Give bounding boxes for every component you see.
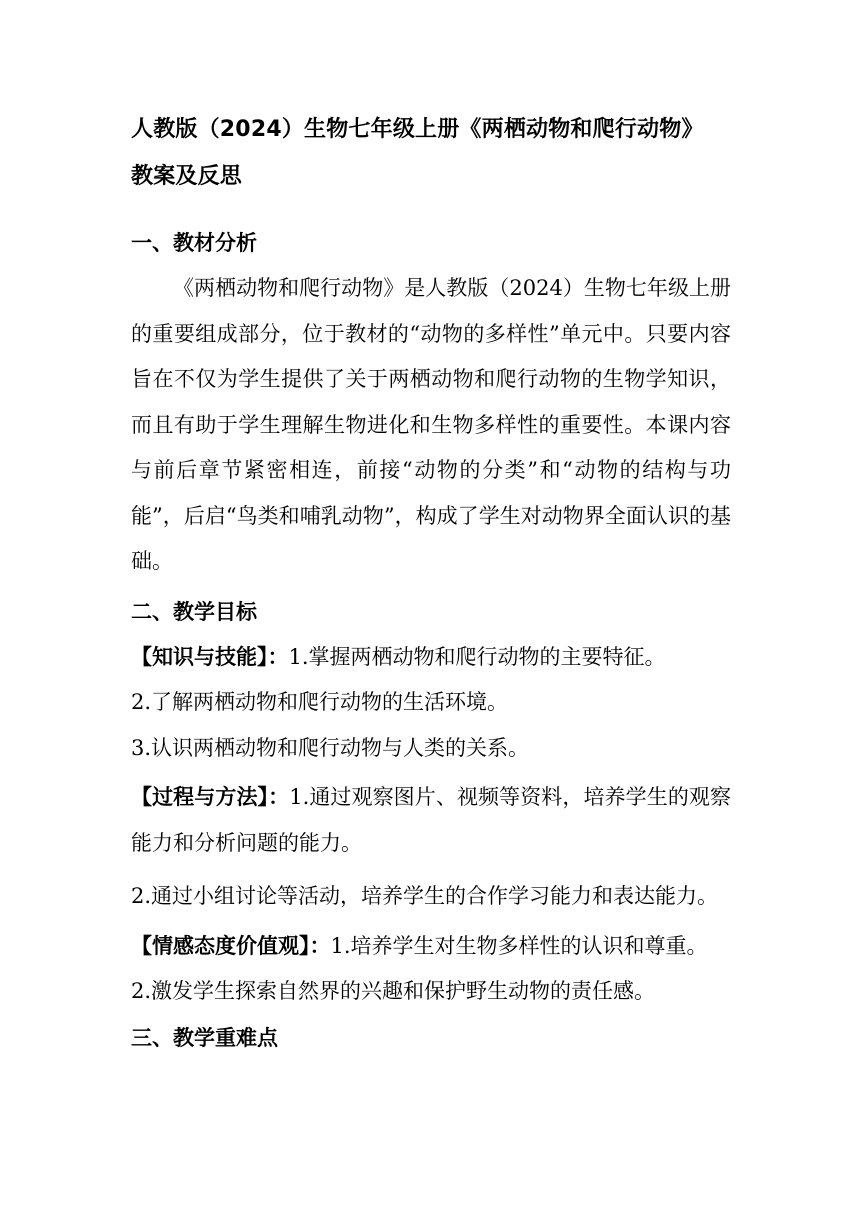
teaching-material-analysis-paragraph: 《两栖动物和爬行动物》是人教版（2024）生物七年级上册的重要组成部分，位于教材的“动物的多样性”单元中。只要内容旨在不仅为学生提供了关于两栖动物和爬行动物的生物学知识，而且有助于学生理解生物进化和生物多样性的重要性。本课内容与前后章节紧密相连，前接“动物的分类”和“动物的结构与功能”，后启“鸟类和哺乳动物”，构成了学生对动物界全面认识的基础。 [131, 276, 731, 573]
emotion-attitude-goal-1 [131, 924, 731, 970]
section-heading-teaching-key-difficulties: 三、教学重难点 [131, 1025, 278, 1050]
emotion-attitude-item-2: 2.激发学生探索自然界的兴趣和保护野生动物的责任感。 [131, 979, 656, 1003]
process-method-label: 【过程与方法】： [131, 785, 290, 809]
process-method-item-2: 2.通过小组讨论等活动，培养学生的合作学习能力和表达能力。 [131, 884, 719, 908]
document-title-line-1: 人教版（2024）生物七年级上册《两栖动物和爬行动物》 [131, 117, 704, 142]
document-content [131, 106, 731, 1061]
knowledge-skill-item-3: 3.认识两栖动物和爬行动物与人类的关系。 [131, 735, 530, 760]
document-title-line-2: 教案及反思 [131, 164, 243, 189]
section-heading-teaching-goals: 二、教学目标 [131, 599, 257, 624]
knowledge-skill-item-2: 2.了解两栖动物和爬行动物的生活环境。 [131, 690, 509, 714]
knowledge-skill-label: 【知识与技能】： [131, 644, 289, 669]
process-method-item-1: 1.通过观察图片、视频等资料，培养学生的观察能力和分析问题的能力。 [131, 785, 731, 855]
emotion-attitude-item-1: 1.培养学生对生物多样性的认识和尊重。 [330, 933, 708, 958]
knowledge-skill-item-1: 1.掌握两栖动物和爬行动物的主要特征。 [288, 644, 666, 669]
process-method-goal-1 [131, 775, 731, 866]
knowledge-skill-goal-1 [131, 635, 731, 681]
section-heading-teaching-material-analysis: 一、教材分析 [131, 231, 257, 255]
emotion-attitude-label: 【情感态度价值观】： [131, 933, 331, 958]
